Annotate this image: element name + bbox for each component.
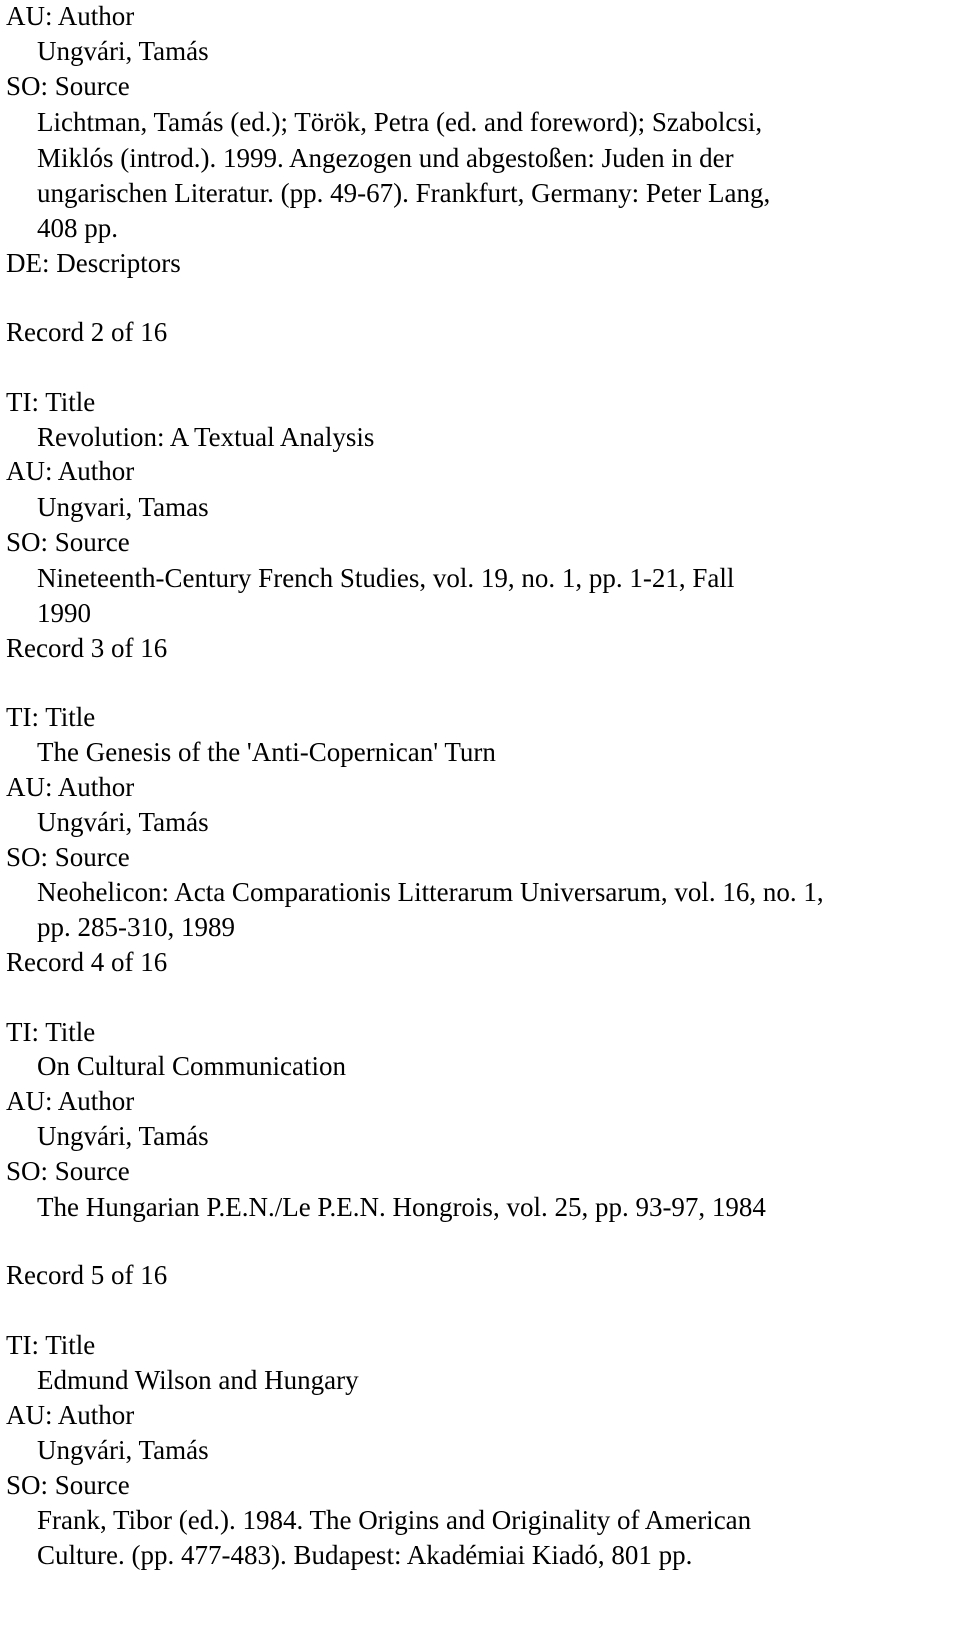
author-value: Ungvári, Tamás bbox=[37, 1435, 209, 1465]
source-label: SO: Source bbox=[6, 842, 130, 872]
author-label: AU: Author bbox=[6, 456, 135, 486]
source-value-line: The Hungarian P.E.N./Le P.E.N. Hongrois, vol. 25, pp. 93-97, 1984 bbox=[37, 1192, 766, 1222]
author-label: AU: Author bbox=[6, 1086, 135, 1116]
record-heading: Record 2 of 16 bbox=[6, 317, 168, 347]
source-label: SO: Source bbox=[6, 1156, 130, 1186]
source-value-line: Frank, Tibor (ed.). 1984. The Origins and Originality of American bbox=[37, 1505, 752, 1535]
title-value: Edmund Wilson and Hungary bbox=[37, 1365, 359, 1395]
source-value-line: Culture. (pp. 477-483). Budapest: Akadémiai Kiadó, 801 pp. bbox=[37, 1540, 693, 1570]
record-heading: Record 3 of 16 bbox=[6, 633, 168, 663]
author-value: Ungvári, Tamás bbox=[37, 1121, 209, 1151]
title-label: TI: Title bbox=[6, 1330, 96, 1360]
author-label: AU: Author bbox=[6, 1, 135, 31]
record-heading: Record 5 of 16 bbox=[6, 1260, 168, 1290]
source-value-line: Nineteenth-Century French Studies, vol. 19, no. 1, pp. 1-21, Fall bbox=[37, 563, 735, 593]
author-value: Ungvari, Tamas bbox=[37, 492, 209, 522]
source-value-line: 408 pp. bbox=[37, 213, 118, 243]
source-value-line: ungarischen Literatur. (pp. 49-67). Frankfurt, Germany: Peter Lang, bbox=[37, 178, 771, 208]
title-value: On Cultural Communication bbox=[37, 1051, 346, 1081]
title-label: TI: Title bbox=[6, 1017, 96, 1047]
source-value-line: pp. 285-310, 1989 bbox=[37, 912, 235, 942]
source-label: SO: Source bbox=[6, 71, 130, 101]
title-label: TI: Title bbox=[6, 387, 96, 417]
source-label: SO: Source bbox=[6, 1470, 130, 1500]
title-value: The Genesis of the 'Anti-Copernican' Turn bbox=[37, 737, 496, 767]
title-value: Revolution: A Textual Analysis bbox=[37, 422, 375, 452]
title-label: TI: Title bbox=[6, 702, 96, 732]
record-heading: Record 4 of 16 bbox=[6, 947, 168, 977]
author-value: Ungvári, Tamás bbox=[37, 807, 209, 837]
source-value-line: Neohelicon: Acta Comparationis Litterarum Universarum, vol. 16, no. 1, bbox=[37, 877, 824, 907]
source-label: SO: Source bbox=[6, 527, 130, 557]
source-value-line: Lichtman, Tamás (ed.); Török, Petra (ed. and foreword); Szabolcsi, bbox=[37, 107, 763, 137]
descriptors-label: DE: Descriptors bbox=[6, 248, 181, 278]
author-label: AU: Author bbox=[6, 772, 135, 802]
author-value: Ungvári, Tamás bbox=[37, 36, 209, 66]
author-label: AU: Author bbox=[6, 1400, 135, 1430]
source-value-line: Miklós (introd.). 1999. Angezogen und abgestoßen: Juden in der bbox=[37, 143, 734, 173]
source-value-line: 1990 bbox=[37, 598, 91, 628]
